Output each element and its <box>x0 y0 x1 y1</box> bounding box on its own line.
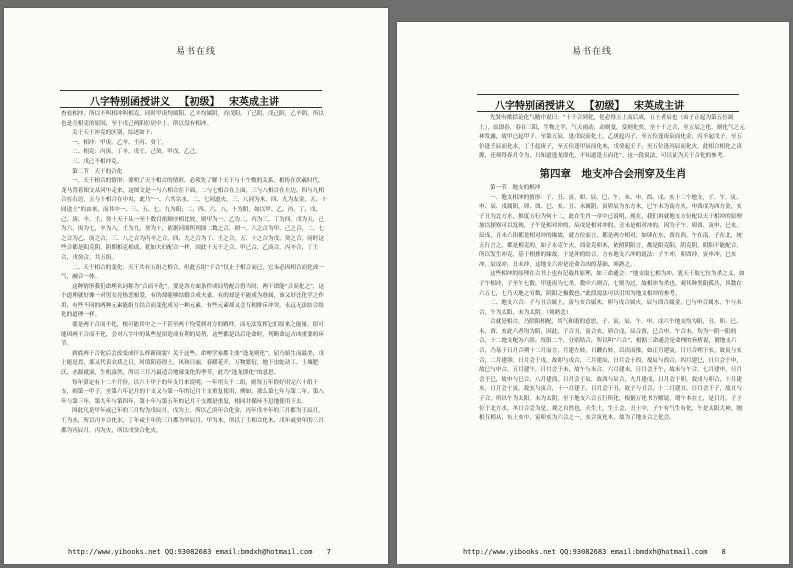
paragraph: 合就是相合，乃阴阳相配，其气和谐的意思，子、寅、辰、午、申、戌六个地支均为阳，丑、卯、巳、未、酉、亥此六者均为阴，因此，子合丑，寅合亥，卯合戌，辰合酉，巳合申，午合未，均为一阴一阳的合，十二地支配为六组，每组二个，分别结合，所以叫“六合”，根据三命通会是命理的旨析说，谓地支六合，乃易于日月合朔十二月而言，月建左转，日躔右转，以次而推，如正月建寅，日月合朔于亥，故寅与亥合，二月建卯，日月会于戌，故卯与戌合，三月建辰，日月会于酉，故辰与酉合，四月建巳，日月会于申，故巳与申合，五月建午，日月会于未，故午与未合，六月建未，日月会于午，故未与午合，七月建申，日月会于巳，故申与巳合，八月建酉，日月会于辰，故酉与辰合，九月建戌，日月会于卯，故戌与卯合，十月建亥，日月会于寅，故亥与寅合，十一月建子，日月会于丑，故子与丑合，十二月建丑，日月会于子，故丑与子合。所以午为太阳，未为太阴，至于地支六合五行所化，根据万化书方解说，谓午本在土，是日月，子子位于北方水，冬日合会为是，观之自然也，天生土，生土会，丑土中，子午有气生有化，午是太阳大神，刚相互相从，东土亥中，寅卯亥为六合之一，亥合寅化木，故为了地支合之化会。 <box>479 319 742 422</box>
paragraph: 先贤有歌括论化气精中说曰：“十干合到化，化必得五土而后成，五土者辰也（由子正起为第五位属土），辰即春，春在三阳，生物之半，气天雨动，动则变，变则化矣，至十干之合，至五辰之化，则化气之元神发露，故甲已起甲子，至第五辰，逢戊辰而化土，乙庚起丙子，至五位逢庚辰而化金，丙辛起戊子，至五位逢壬辰而化水，丁壬起庚子，至五位逢甲辰而化木，戊癸起壬子，至五位逢丙辰而化火，此相合相化之真源，还须得春月令为，只知道逢龙即化，不知道逢五而化”。这一段说法，可以证为天干合化的参考。 <box>479 115 745 160</box>
chapter-heading: 第四章 地支冲合会刑穿及生肖 <box>539 167 687 180</box>
paragraph: 到底两干合化后会改变成什么样新面貌？关于这些，命理学家都主张“逢龙则化”，屈乃始生而最美，戊土能是焉，那又代表衣质之日，时值阳春得土，风和日丽，春暖花开，万物繁衍，地下虫蛇动工，土壤肥沃，水源就湿，生机盎然，所以三月乃最适合地球变化的季节，此乃“逢龙即化”的意思。 <box>61 350 324 377</box>
header-rule-top <box>477 94 739 95</box>
paragraph: 二、天干相合的变化：天干共有五组之相合，但此五组“干合”仅止于相合而已，它未必因相合而化成一气，融合一体。 <box>61 264 324 281</box>
lecture-header <box>495 97 684 112</box>
paragraph: 关于天干冲克的区别，综述如下： <box>72 130 156 137</box>
paragraph: 要是两干合而不化，根可能其中之一干甚至两干均受到对方的羁绊，而无法发挥它们原来之能量，很可能因两干合而不化，会对八字中的某些星宿造成有利的局势，这些都是以后论命时，判断命运吉凶重要的环节。 <box>61 322 324 348</box>
page-number: 8 <box>721 548 726 556</box>
paragraph: 一、相冲：甲庚、乙辛、壬丙、癸丁。 <box>72 139 168 146</box>
footer-contact: http://www.yibooks.net QQ:93082683 email:bmdxh@hotmail.com <box>463 548 708 556</box>
watermark-text: 易书在线 <box>572 47 613 57</box>
page-number: 7 <box>326 548 331 556</box>
header-rule-bottom <box>60 107 322 108</box>
paragraph: 每年算定有十二个月份，以六十甲子的年支月来说明，一年用天干二组，则每五年恰好用完六十组干支，则第一甲子，至第六年记月的干支又与第一年的记月干支重复使用，例如，那么第七年与第二年，第八年与第三年，第九年与第四年，第十年与第五年的记月干支都是重复，相同并循环不息地使用下去。 <box>61 379 324 405</box>
page-body <box>479 114 747 534</box>
header-rule-top <box>60 90 322 91</box>
paragraph: 这些相冲的原理在古书上也有记载其原理，如三命通会：“地支取七相为冲，犹天干取七位为杀之义，如子午相冲，子至午七数，甲逢庚为七杀，数中六则合，七则为过，故相冲为杀也。观其种类阳孤共，其数存六五七，七乃天地之穷数，阴阳之极数也。”此段说法可以引用为地支相冲的参考。 <box>479 271 745 297</box>
page-footer <box>463 548 726 556</box>
paragraph: 二、地支六合：子与丑合属土，寅与亥合属木，卯与戌合属火，辰与酉合属金，巳与申合属水，午与未合，午为太阳，未为太阴。（须熟念） <box>479 300 742 316</box>
paragraph: 因此凡是甲年或己年的三月均为戊辰月，戊为土，所以乙庚年合化金，丙年戊辛年的三月都为王辰月，壬为水，所以丙辛合化水，丁年或壬年的三月都为甲辰月，甲为木，所以丁壬相合化木，戊年或癸年的三月都为丙辰月，丙为火，所以戊癸合化火。 <box>61 408 324 434</box>
lecture-title: 八字特别函授讲义 <box>495 101 575 112</box>
lecture-level: 【初级】 <box>179 97 220 108</box>
paragraph: 第二节 天干的合化 <box>72 168 123 175</box>
paragraph: 三、戊己不相冲克。 <box>72 158 123 165</box>
lecture-title: 八字特别函授讲义 <box>90 97 170 108</box>
header-rule-bottom <box>477 111 739 112</box>
lecture-author: 宋英成主讲 <box>633 101 684 112</box>
right-page <box>397 22 789 564</box>
paragraph: 查看相冲，所以不叫相冲叫相克，同时甲庚均属阳，乙辛均属阴，丙戊阳，丁己阴，戊己阳，乙辛阴，所以也是互相克的原因，至于戊己两阳位居中土，所以没有相冲。 <box>61 111 324 127</box>
lecture-header <box>90 93 279 108</box>
paragraph: 这种情形我们命理名词称为“合而不化”，要是各方面条件成局势配合得当时，两干即能“合而化之”，这个道理就好像一对男女亮热恋相爱，有的却能够结婚合成夫妻，有的却是不能成为眷属，该又好比化学之作用，有些不同的两种元素能组互结合而变化成另一种元素，有些元素却又会互相排斥冲突，永远无法结合组化的道理一样。 <box>61 283 325 319</box>
watermark-text: 易书在线 <box>176 47 217 57</box>
left-page <box>4 8 388 564</box>
paragraph: 二、相克：丙庚、丁辛、戊壬、己癸、甲戊、乙己。 <box>72 149 201 156</box>
lecture-author: 宋英成主讲 <box>228 97 279 108</box>
page-footer <box>68 548 331 556</box>
footer-contact: http://www.yibooks.net QQ:93082683 email:bmdxh@hotmail.com <box>68 548 313 556</box>
page-body <box>61 110 327 534</box>
lecture-level: 【初级】 <box>584 101 625 112</box>
paragraph: 第一节 地支的相冲 <box>490 184 541 191</box>
paragraph: 一、天干相合的情形：要明了天干相合的情形，必须先了解十天干与十个数的关系，相传在伏羲时代，龙马背着图文从河中走来，这图文是一与六相合在下面，二与七相合在上面，三与八相合在左边，四与九相合在右边，五与十相合在中央，此乃“一、六共宗水，二、七同道火，三、八同为木，四、九为友金，五、十同途土”的由来，而其中一、三、五、七、九为阳；二、四、六、八、十为阴，如以甲、乙、丙、丁、戊、己、庚、辛、壬、癸十天干从一至十数目依顺序相比较，则甲为一，乙为二，丙为三，丁为四，戊为五，己为六，庚为七，辛为八，壬为九，癸为十，依据河图所列图二数之合，则一、六之合为甲、己之合，二、七之合为乙、庚之合，三、八之合为丙辛之合，四、九之合为丁、壬之合，五、十之合为戊、癸之合，同时这些合都是阳克阴，阴期相克相成，犹如夫妇配合一样，因此十天干之合，甲己合，乙庚合，丙辛合，丁壬合，戊癸合，共五组。 <box>61 178 327 261</box>
paragraph: 一、地支相冲的情形：子、丑、寅、卯、辰、巳、午、未、申、酉、戌、亥十二个地支，子、午、寅、申、辰、戌属阳，卯、酉、巳、亥、丑、未属阴，寅卯辰为东方木，巳午未为南方火，申酉戌为西方金，亥子丑为北方水，推度五行为何十二，此在生肖一章中已说明，现在，我们再就地支方位配以天干相冲的原理加以探察可以发现，子午是相对冲的，辰戌是相对冲的，丑未是相对冲的，因为子午、卯酉、寅申、巳亥、辰戌、丑未六组都是相对冲的缘故，就方位而言，都是两方相对，如卯在东，酉在西，午在南，子在北，统五行言之，都是相克的，如子水克午火，酉金克卯木，依照阴阳言，都是阳克阳，阴克阴，阴阳不能配合，所以发生冲克，基于相排的缘故，于是冲的结合，方有地支六冲的说法：子午冲，卯酉冲，寅申冲，巳亥冲，辰戌冲，丑未冲，这地支六冲是论命吉凶的基础，须熟之。 <box>479 194 742 268</box>
